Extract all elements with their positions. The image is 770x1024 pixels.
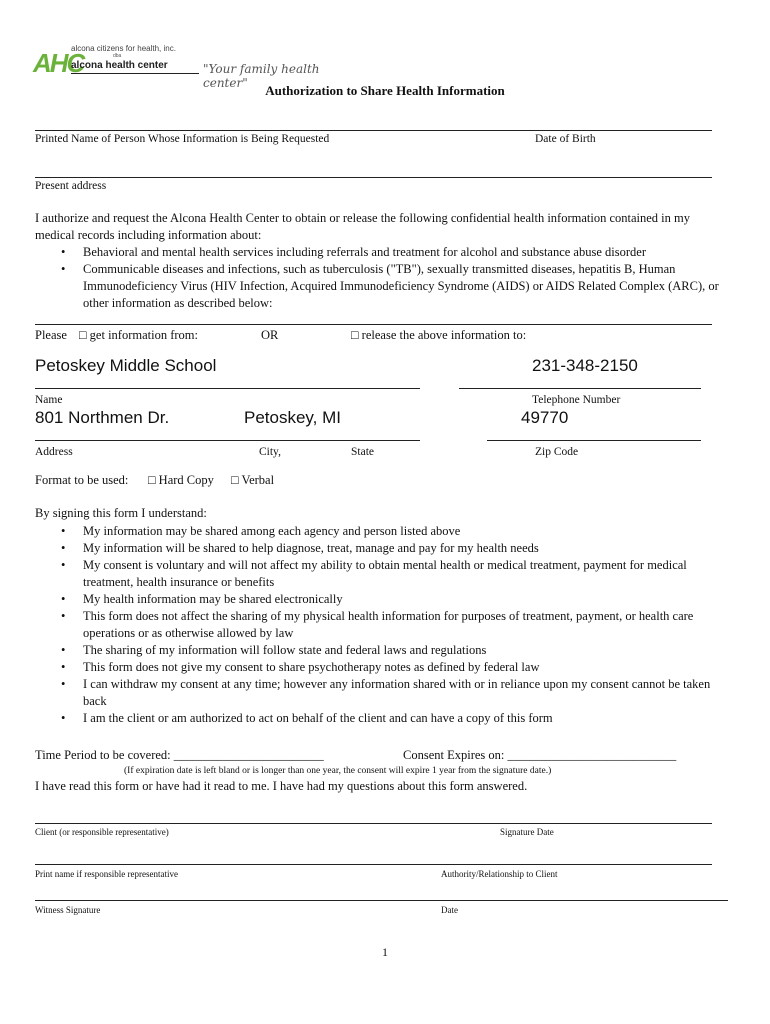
logo-rule [71, 73, 199, 74]
read-statement: I have read this form or have had it read to me. I have had my questions about this form answered. [35, 779, 528, 793]
city-label: City, [259, 446, 281, 458]
time-period-field[interactable]: Time Period to be covered: ________________________ [35, 748, 324, 762]
logo-tagline: "Your family health center" [203, 62, 320, 90]
witness-signature-line[interactable] [35, 900, 728, 901]
recipient-zip-value[interactable]: 49770 [521, 408, 569, 427]
recipient-name-line [35, 388, 420, 389]
release-information-checkbox[interactable]: □ release the above information to: [351, 328, 527, 342]
understand-intro: By signing this form I understand: [35, 506, 207, 520]
list-item: • This form does not give my consent to share psychotherapy notes as defined by federal law [35, 659, 733, 676]
client-label: Client (or responsible representative) [35, 827, 169, 837]
logo-org-line: alcona citizens for health, inc. [71, 44, 176, 53]
recipient-city-state-value[interactable]: Petoskey, MI [244, 408, 341, 427]
logo-dba: dba [113, 53, 122, 59]
understand-list [35, 523, 733, 727]
recipient-phone-line [459, 388, 701, 389]
list-item: • I am the client or am authorized to act on behalf of the client and can have a copy of this form [35, 710, 733, 727]
list-item: • My health information may be shared electronically [35, 591, 733, 608]
get-information-checkbox[interactable]: □ get information from: [79, 328, 198, 342]
recipient-name-value[interactable]: Petoskey Middle School [35, 356, 217, 375]
format-label: Format to be used: [35, 473, 129, 487]
present-address-label: Present address [35, 180, 107, 192]
list-item: • My information will be shared to help diagnose, treat, manage and pay for my health needs [35, 540, 733, 557]
document-title: Authorization to Share Health Information [265, 83, 505, 98]
list-item: • Communicable diseases and infections, such as tuberculosis ("TB"), sexually transmitted diseases, hepatitis B, Human Immunodeficiency Virus (HIV Infection, Acquired Immunodeficiency Syndrome (AIDS) or AIDS Related Complex (ARC), or other information as described below: [35, 261, 725, 312]
list-item: • I can withdraw my consent at any time; however any information shared with or in reliance upon my consent cannot be taken back [35, 676, 733, 710]
list-item: • This form does not affect the sharing of my physical health information for purposes of treatment, payment, or health care operations or as otherwise allowed by law [35, 608, 733, 642]
logo-mark: AHC [33, 48, 84, 78]
recipient-address-value[interactable]: 801 Northmen Dr. [35, 408, 170, 427]
hard-copy-checkbox[interactable]: □ Hard Copy [148, 473, 214, 487]
present-address-line[interactable] [35, 177, 712, 178]
alcona-health-center-logo [33, 44, 333, 90]
recipient-zip-line [487, 440, 701, 441]
list-item: • My consent is voluntary and will not affect my ability to obtain mental health or medical treatment, payment for medical treatment, health insurance or benefits [35, 557, 733, 591]
page-number: 1 [382, 945, 388, 959]
telephone-label: Telephone Number [532, 394, 621, 406]
logo-name: alcona health center [71, 60, 168, 71]
client-signature-line[interactable] [35, 823, 712, 824]
printed-name-label: Printed Name of Person Whose Information is Being Requested [35, 133, 330, 145]
name-label: Name [35, 394, 63, 406]
consent-expires-field[interactable]: Consent Expires on: ___________________________ [403, 748, 677, 762]
authority-label: Authority/Relationship to Client [441, 869, 558, 879]
signature-date-label: Signature Date [500, 827, 554, 837]
witness-label: Witness Signature [35, 905, 101, 915]
expiration-note: (If expiration date is left bland or is longer than one year, the consent will expire 1 year from the signature date.) [124, 766, 552, 776]
state-label: State [351, 446, 374, 458]
list-item: • My information may be shared among each agency and person listed above [35, 523, 733, 540]
other-info-line[interactable] [35, 324, 712, 325]
recipient-phone-value[interactable]: 231-348-2150 [532, 356, 638, 375]
or-label: OR [261, 328, 279, 342]
list-item: • Behavioral and mental health services including referrals and treatment for alcohol and substance abuse disorder [35, 244, 725, 261]
verbal-checkbox[interactable]: □ Verbal [231, 473, 275, 487]
authorization-list [35, 244, 725, 312]
date-label: Date [441, 905, 458, 915]
please-label: Please [35, 328, 67, 342]
authorization-intro: I authorize and request the Alcona Health Center to obtain or release the following confidential health information contained in my medical records including information about: [35, 211, 690, 242]
printed-name-line[interactable] [35, 130, 712, 131]
list-item: • The sharing of my information will follow state and federal laws and regulations [35, 642, 733, 659]
recipient-address-line [35, 440, 420, 441]
print-name-label: Print name if responsible representative [35, 869, 178, 879]
address-label: Address [35, 446, 73, 458]
zip-label: Zip Code [535, 446, 579, 458]
dob-label: Date of Birth [535, 133, 596, 145]
print-name-line[interactable] [35, 864, 712, 865]
